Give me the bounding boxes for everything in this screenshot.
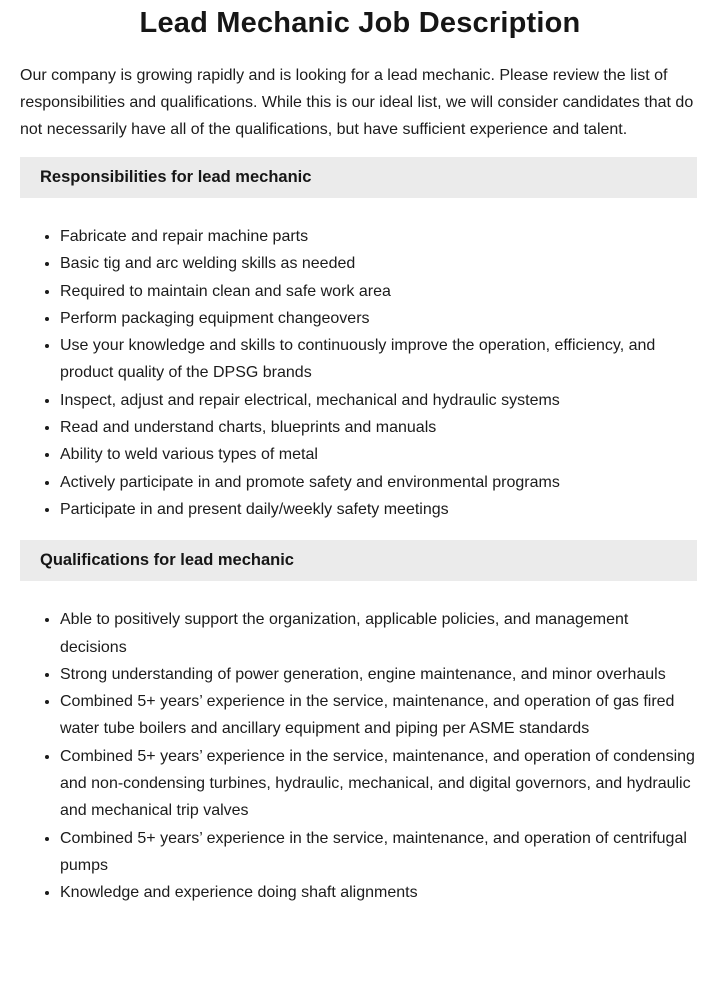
list-item: • Use your knowledge and skills to continuously improve the operation, efficiency, and product quality of the DPSG brands [60,332,698,387]
list-item: • Combined 5+ years’ experience in the service, maintenance, and operation of condensing and non-condensing turbines, hydraulic, mechanical, and digital governors, and hydraulic and mechanical trip valves [60,743,698,825]
page-title: Lead Mechanic Job Description [139,7,581,39]
job-description-document [0,5,720,1008]
list-item: • Able to positively support the organization, applicable policies, and management decisions [60,606,698,661]
list-item: • Strong understanding of power generation, engine maintenance, and minor overhauls [60,661,698,688]
list-item: • Required to maintain clean and safe work area [60,278,698,305]
list-item: • Ability to weld various types of metal [60,441,698,468]
list-item: • Fabricate and repair machine parts [60,223,698,250]
list-item: • Combined 5+ years’ experience in the service, maintenance, and operation of centrifugal pumps [60,825,698,880]
section-heading-responsibilities: Responsibilities for lead mechanic [20,157,697,198]
section-heading-qualifications: Qualifications for lead mechanic [20,540,697,581]
list-item: • Basic tig and arc welding skills as needed [60,250,698,277]
intro-paragraph: Our company is growing rapidly and is looking for a lead mechanic. Please review the list of responsibilities and qualifications. While this is our ideal list, we will consider candidates that do not necessarily have all of the qualifications, but have sufficient experience and talent. [20,67,694,138]
qualifications-list [0,606,698,906]
responsibilities-list [0,223,698,523]
list-item: • Perform packaging equipment changeovers [60,305,698,332]
list-item: • Actively participate in and promote safety and environmental programs [60,469,698,496]
list-item: • Knowledge and experience doing shaft alignments [60,879,698,906]
list-item: • Combined 5+ years’ experience in the service, maintenance, and operation of gas fired water tube boilers and ancillary equipment and piping per ASME standards [60,688,698,743]
list-item: • Participate in and present daily/weekly safety meetings [60,496,698,523]
list-item: • Inspect, adjust and repair electrical, mechanical and hydraulic systems [60,387,698,414]
list-item: • Read and understand charts, blueprints and manuals [60,414,698,441]
